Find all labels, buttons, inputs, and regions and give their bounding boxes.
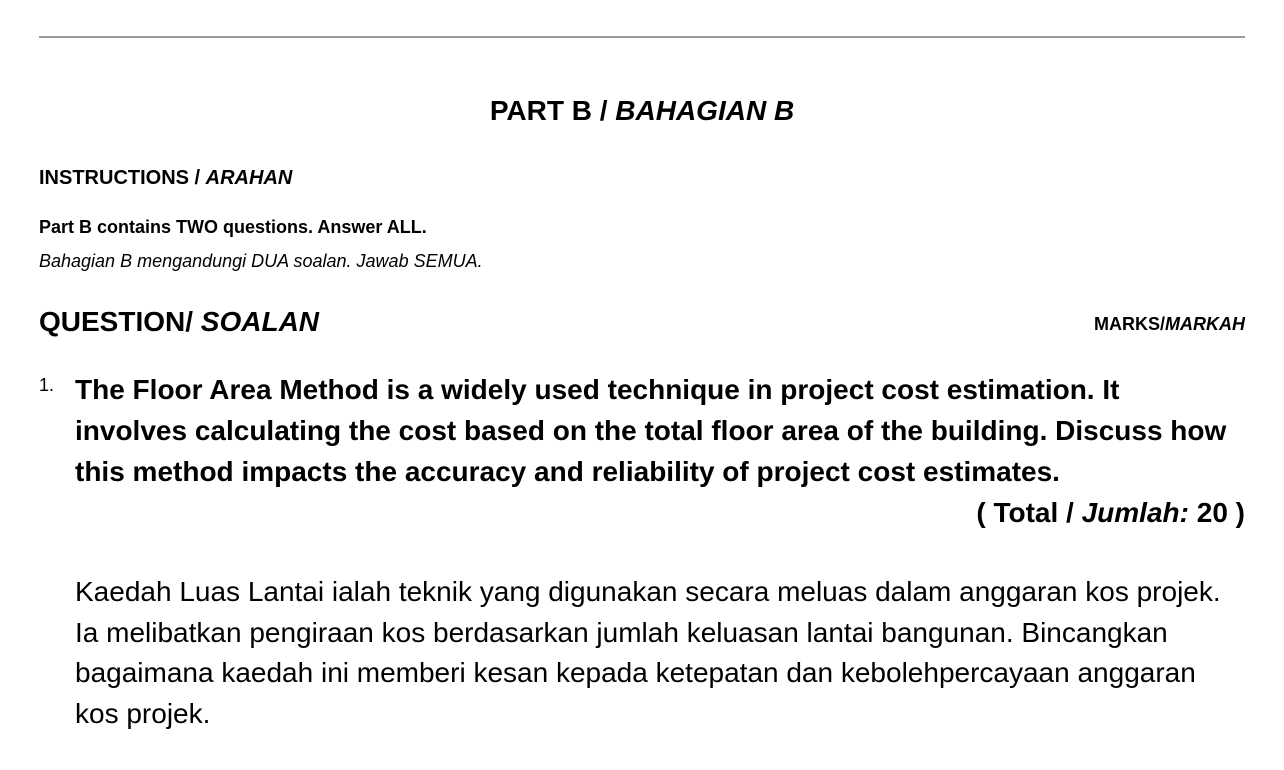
total-value: 20 ) — [1188, 497, 1245, 528]
instructions-heading-en: INSTRUCTIONS / — [39, 167, 206, 189]
marks-column-heading — [1094, 312, 1245, 336]
question-number: 1. — [39, 375, 55, 395]
instructions-heading — [39, 165, 292, 191]
instructions-text-en: Part B contains TWO questions. Answer ALL. — [39, 217, 427, 237]
question-heading-ms: SOALAN — [200, 306, 320, 337]
instructions-heading-ms: ARAHAN — [205, 167, 293, 189]
instructions-text-ms: Bahagian B mengandungi DUA soalan. Jawab SEMUA. — [39, 251, 483, 271]
top-divider — [39, 36, 1245, 38]
total-label-en: ( Total / — [976, 497, 1082, 528]
marks-heading-ms: MARKAH — [1165, 314, 1245, 334]
part-title-en: PART B / — [489, 95, 616, 126]
question-column-heading — [39, 305, 319, 339]
question-total-marks — [976, 492, 1245, 533]
question-text-en: The Floor Area Method is a widely used technique in project cost estimation. It involves calculating the cost based on the total floor area of the building. Discuss how this method impacts the accuracy and reliability of project cost estimates. — [75, 374, 1227, 487]
question-heading-en: QUESTION/ — [39, 306, 201, 337]
total-label-ms: Jumlah: — [1081, 497, 1189, 528]
marks-heading-en: MARKS/ — [1094, 314, 1165, 334]
question-text-ms: Kaedah Luas Lantai ialah teknik yang digunakan secara meluas dalam anggaran kos projek. Ia melibatkan pengiraan kos berdasarkan jumlah keluasan lantai bangunan. Bincangkan bagaimana kaedah ini memberi kesan kepada ketepatan dan kebolehpercayaan anggaran kos projek. — [75, 576, 1221, 729]
part-title-ms: BAHAGIAN B — [615, 95, 795, 126]
part-title — [0, 94, 1284, 128]
